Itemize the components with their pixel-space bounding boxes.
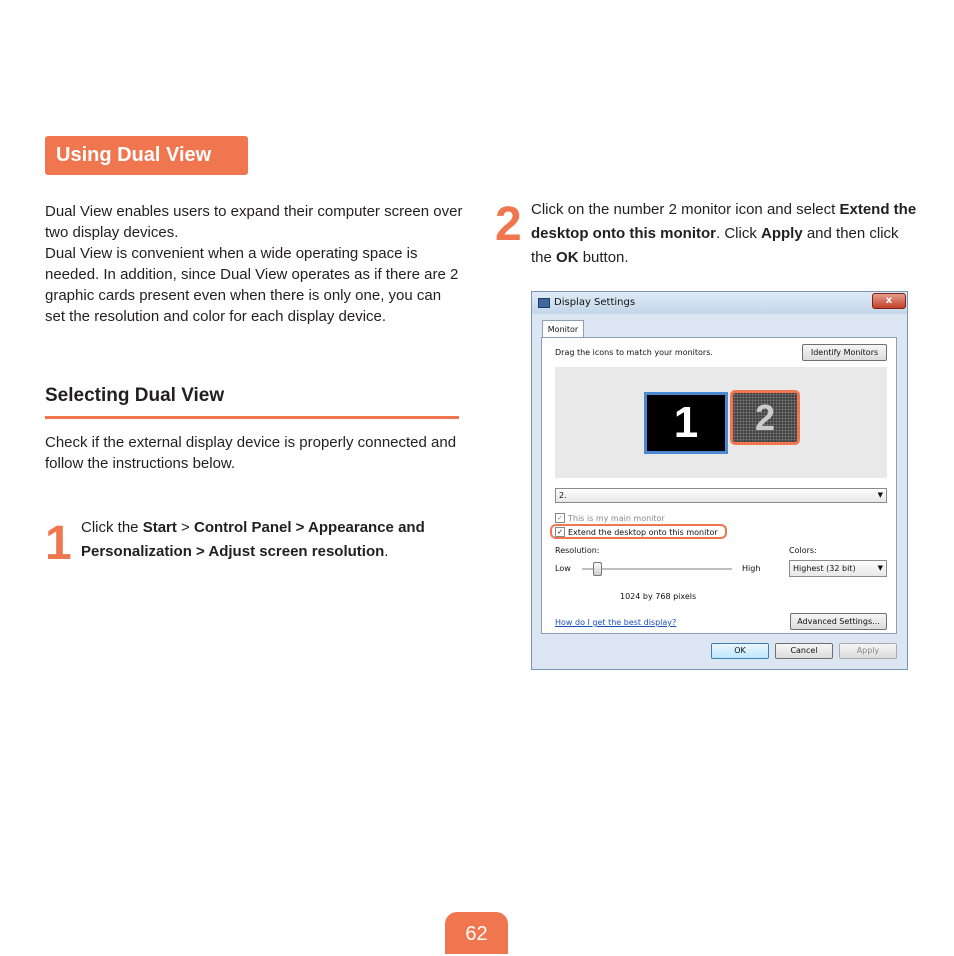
section-title: Using Dual View	[45, 136, 248, 175]
main-monitor-label: This is my main monitor	[568, 513, 665, 523]
monitor-select-value: 2.	[559, 491, 567, 500]
step-1-b1: Start	[142, 519, 177, 536]
extend-label: Extend the desktop onto this monitor	[568, 527, 718, 537]
chevron-down-icon: ▼	[877, 564, 883, 572]
step-1-number: 1	[45, 517, 72, 570]
help-link[interactable]: How do I get the best display?	[555, 618, 677, 627]
step-2-b3: OK	[556, 249, 579, 266]
drag-instructions: Drag the icons to match your monitors.	[555, 348, 713, 357]
step-2-t1: Click on the number 2 monitor icon and select	[531, 201, 840, 218]
monitor-select[interactable]	[555, 488, 887, 503]
monitor-2-icon[interactable]: 2	[730, 390, 800, 445]
intro-text	[45, 201, 465, 327]
apply-button[interactable]: Apply	[839, 643, 897, 659]
resolution-low: Low	[555, 564, 571, 573]
intro-paragraph-2: Dual View is convenient when a wide operating space is needed. In addition, since Dual View operates as if there are 2 graphic cards present even when there is only one, you can set the resolution and color for each display device.	[45, 245, 459, 325]
main-monitor-row	[555, 513, 665, 523]
step-2-b1: Extend the desktop onto this monitor	[531, 201, 917, 242]
step-2-number: 2	[495, 198, 522, 251]
resolution-high: High	[742, 564, 761, 573]
colors-select[interactable]	[789, 560, 887, 577]
check-text: Check if the external display device is properly connected and follow the instructions below.	[45, 434, 457, 472]
advanced-settings-button[interactable]: Advanced Settings...	[790, 613, 887, 630]
step-2-b2: Apply	[761, 225, 803, 242]
step-2-t2: . Click	[716, 225, 761, 242]
cancel-button[interactable]: Cancel	[775, 643, 833, 659]
dialog-titlebar	[532, 292, 907, 314]
step-1-text	[81, 516, 461, 564]
subheading-rule	[45, 416, 459, 419]
step-1-t3: .	[384, 543, 389, 560]
subheading: Selecting Dual View	[45, 385, 225, 406]
resolution-slider-handle[interactable]	[593, 562, 602, 576]
intro-paragraph-1: Dual View enables users to expand their computer screen over two display devices.	[45, 203, 463, 241]
resolution-value: 1024 by 768 pixels	[620, 592, 697, 601]
tab-monitor[interactable]: Monitor	[542, 320, 584, 338]
chevron-down-icon: ▼	[877, 491, 883, 499]
resolution-label: Resolution:	[555, 546, 600, 555]
close-button[interactable]: x	[872, 293, 906, 309]
dialog-title: Display Settings	[554, 297, 636, 308]
display-icon	[538, 298, 550, 308]
ok-button[interactable]: OK	[711, 643, 769, 659]
page-number: 62	[445, 912, 508, 954]
resolution-slider-track[interactable]	[582, 568, 732, 571]
step-2-t4: button.	[578, 249, 629, 266]
display-settings-dialog	[531, 291, 908, 670]
extend-checkbox[interactable]: ✓	[555, 527, 565, 537]
monitor-1-icon[interactable]: 1	[644, 392, 728, 454]
extend-row	[555, 527, 718, 537]
monitor-panel	[541, 337, 897, 634]
colors-select-value: Highest (32 bit)	[793, 564, 856, 573]
step-1-t1: Click the	[81, 519, 143, 536]
colors-label: Colors:	[789, 546, 817, 555]
identify-monitors-button[interactable]: Identify Monitors	[802, 344, 887, 361]
step-2-text	[531, 198, 921, 270]
step-1-b2: Control Panel > Appearance and Personalization > Adjust screen resolution	[81, 519, 425, 560]
step-2-t3: and then click the	[531, 225, 899, 266]
monitor-arrangement-area	[555, 367, 887, 478]
step-1-t2: >	[176, 519, 194, 536]
main-monitor-checkbox[interactable]: ✓	[555, 513, 565, 523]
